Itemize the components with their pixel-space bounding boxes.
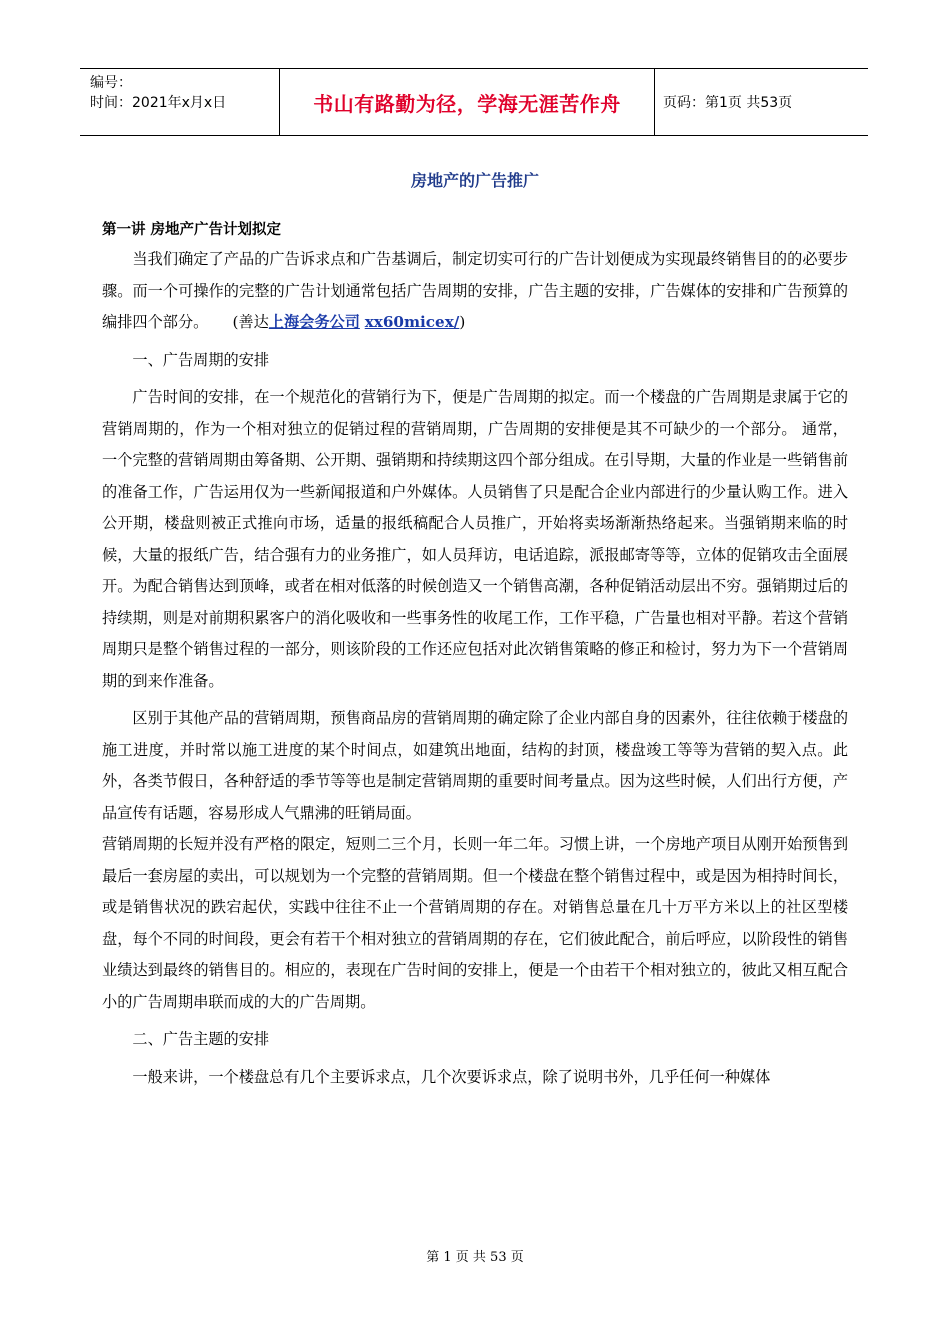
source-link-url[interactable]: xx60micex/ [364, 313, 460, 331]
paragraph-presale-cycle: 区别于其他产品的营销周期，预售商品房的营销周期的确定除了企业内部自身的因素外，往往依赖于楼盘的施工进度，并时常以施工进度的某个时间点，如建筑出地面，结构的封顶，楼盘竣工等等为营销的契入点。此外，各类节假日，各种舒适的季节等等也是制定营销周期的重要时间考量点。因为这些时候，人们出行方便，产品宣传有话题，容易形成人气鼎沸的旺销局面。 [102, 709, 848, 822]
header-meta [80, 69, 280, 135]
document-body [102, 218, 848, 1093]
intro-paragraph [102, 244, 848, 339]
serial-label: 编号： [90, 75, 132, 91]
lecture-title: 第一讲 房地产广告计划拟定 [102, 222, 282, 238]
time-label: 时间：2021年x月x日 [90, 95, 227, 111]
section1-heading: 一、广告周期的安排 [132, 350, 270, 369]
paragraph-ad-cycle: 广告时间的安排，在一个规范化的营销行为下，便是广告周期的拟定。而一个楼盘的广告周期是隶属于它的营销周期的，作为一个相对独立的促销过程的营销周期，广告周期的安排便是其不可缺少的一个部分。 通常，一个完整的营销周期由筹备期、公开期、强销期和持续期这四个部分组成。在引导期，大量的作业是一些销售前的准备工作，广告运用仅为一些新闻报道和户外媒体。人员销售了只是配合企业内部进行的少量认购工作。进入公开期，楼盘则被正式推向市场，适量的报纸稿配合人员推广，开始将卖场渐渐热络起来。当强销期来临的时候，大量的报纸广告，结合强有力的业务推广，如人员拜访，电话追踪，派报邮寄等等，立体的促销攻击全面展开。为配合销售达到顶峰，或者在相对低落的时候创造又一个销售高潮，各种促销活动层出不穷。强销期过后的持续期，则是对前期积累客户的消化吸收和一些事务性的收尾工作，工作平稳，广告量也相对平静。若这个营销周期只是整个销售过程的一部分，则该阶段的工作还应包括对此次销售策略的修正和检讨，努力为下一个营销周期的到来作准备。 [102, 388, 848, 690]
source-link-company[interactable]: 上海会务公司 [268, 313, 360, 331]
paragraph-cycle-length: 营销周期的长短并没有严格的限定，短则二三个月，长则一年二年。习惯上讲，一个房地产项目从刚开始预售到最后一套房屋的卖出，可以规划为一个完整的营销周期。但一个楼盘在整个销售过程中，或是因为相持时间长， 或是销售状况的跌宕起伏，实践中往往不止一个营销周期的存在。对销售总量在几十万平方米以上的社区型楼盘，每个不同的时间段，更会有若干个相对独立的营销周期的存在，它们彼此配合，前后呼应，以阶段性的销售业绩达到最终的销售目的。相应的，表现在广告时间的安排上，便是一个由若干个相对独立的，彼此又相互配合小的广告周期串联而成的大的广告周期。 [102, 835, 848, 1011]
header-motto: 书山有路勤为径，学海无涯苦作舟 [280, 69, 655, 135]
page-footer: 第 1 页 共 53 页 [426, 1250, 524, 1265]
section2-heading: 二、广告主题的安排 [132, 1030, 270, 1048]
source-suffix: ) [459, 313, 466, 331]
document-header [80, 68, 868, 136]
header-page-info: 页码：第1页 共53页 [663, 95, 793, 111]
document-title: 房地产的广告推广 [410, 171, 539, 190]
intro-text: 当我们确定了产品的广告诉求点和广告基调后，制定切实可行的广告计划便成为实现最终销售目的的必要步骤。而一个可操作的完整的广告计划通常包括广告周期的安排，广告主题的安排，广告媒体的安排和广告预算的编排四个部分。 [102, 250, 848, 331]
source-prefix: (善达 [232, 313, 269, 331]
paragraph-ad-theme: 一般来讲，一个楼盘总有几个主要诉求点，几个次要诉求点，除了说明书外，几乎任何一种媒体 [132, 1067, 771, 1086]
